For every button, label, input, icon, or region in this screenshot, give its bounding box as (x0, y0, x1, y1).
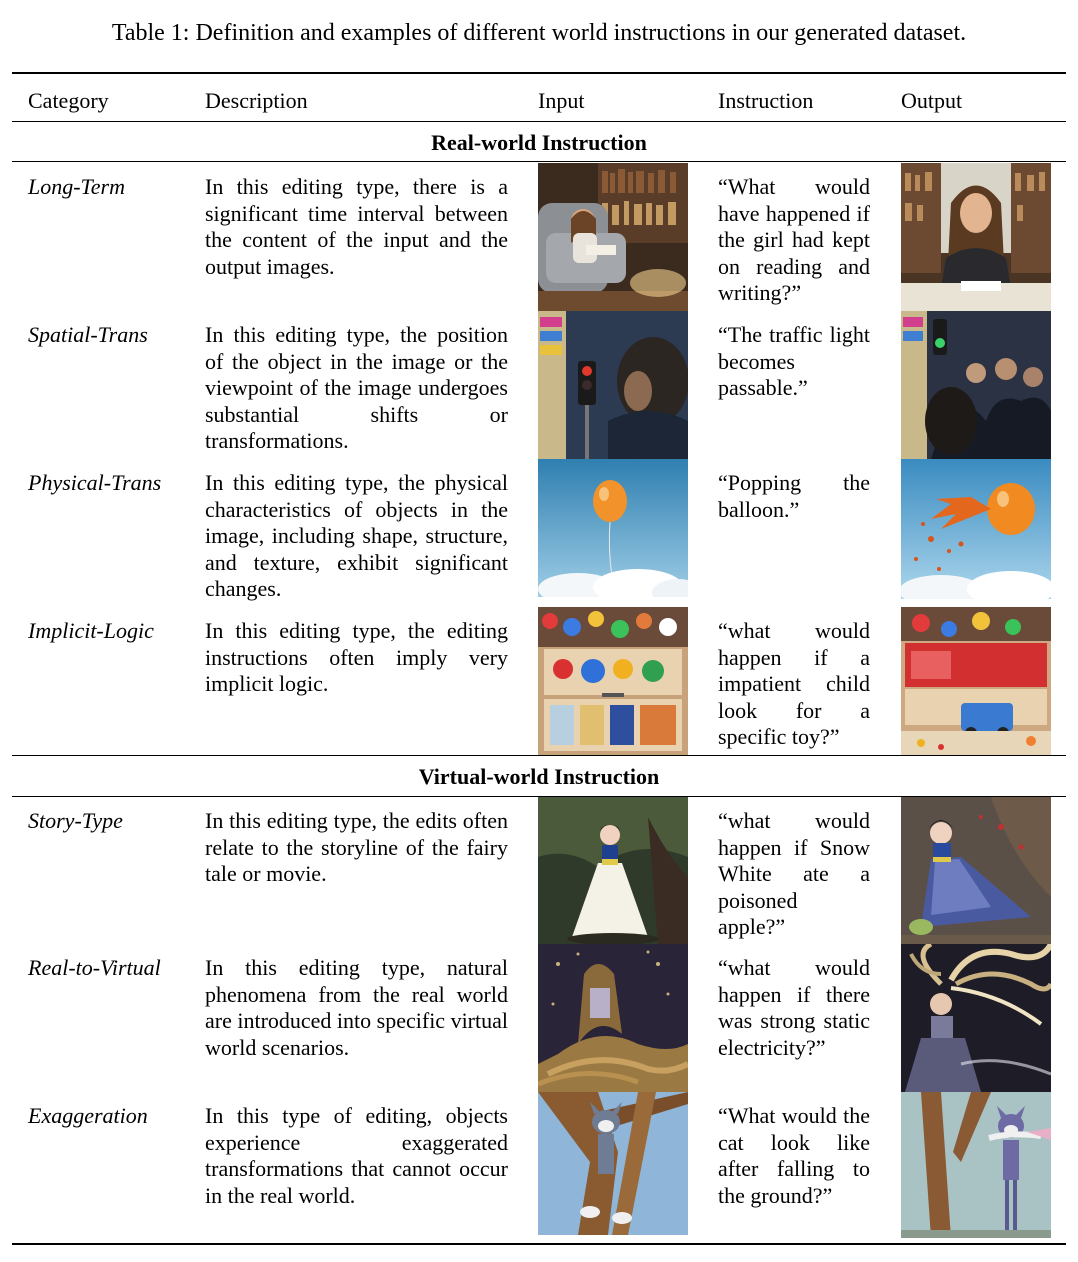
output-image (901, 607, 1051, 755)
row-category: Spatial-Trans (28, 322, 148, 347)
row-instruction: “what would happen if a impatient child look for a specific toy?” (718, 618, 870, 749)
input-image (538, 311, 688, 459)
input-image (538, 163, 688, 311)
row-instruction: “what would happen if there was strong static electricity?” (718, 955, 870, 1060)
row-instruction: “What would have happened if the girl had kept on reading and writing?” (718, 174, 870, 305)
row-description: In this editing type, the physical characteristics of objects in the image, including shape, structure, and texture, exhibit significant changes. (205, 470, 508, 601)
row-category: Story-Type (28, 808, 123, 833)
row-description: In this editing type, the editing instructions often imply very implicit logic. (205, 618, 508, 696)
header-input: Input (538, 88, 585, 113)
row-instruction: “What would the cat look like after falling to the ground?” (718, 1103, 870, 1208)
row-description: In this editing type, the position of the object in the image or the viewpoint of the image undergoes substantial shifts or transformations. (205, 322, 508, 453)
row-instruction: “what would happen if Snow White ate a poisoned apple?” (718, 808, 870, 939)
header-rule (12, 121, 1066, 122)
output-image (901, 797, 1051, 945)
row-instruction: “Popping the balloon.” (718, 470, 870, 522)
row-description: In this editing type, natural phenomena from the real world are introduced into specific virtual world scenarios. (205, 955, 508, 1060)
section-rule (12, 161, 1066, 162)
row-category: Implicit-Logic (28, 618, 154, 643)
input-image (538, 459, 688, 607)
input-image (538, 797, 688, 945)
row-category: Exaggeration (28, 1103, 148, 1128)
row-category: Long-Term (28, 174, 125, 199)
header-output: Output (901, 88, 963, 113)
input-image (538, 944, 688, 1092)
bottom-rule (12, 1243, 1066, 1245)
row-instruction: “The traffic light becomes passable.” (718, 322, 870, 400)
section-divider-rule (12, 755, 1066, 756)
header-category: Category (28, 88, 109, 113)
section-real-world: Real-world Instruction (431, 130, 647, 155)
input-image (538, 607, 688, 755)
output-image (901, 459, 1051, 607)
table-caption: Table 1: Definition and examples of different world instructions in our generated dataset. (111, 20, 967, 46)
top-rule (12, 72, 1066, 74)
row-description: In this editing type, the edits often relate to the storyline of the fairy tale or movie. (205, 808, 508, 886)
row-category: Physical-Trans (28, 470, 162, 495)
output-image (901, 311, 1051, 459)
input-image (538, 1092, 688, 1235)
row-description: In this type of editing, objects experience exaggerated transformations that cannot occur in the real world. (205, 1103, 508, 1208)
output-image (901, 163, 1051, 311)
section-virtual-world: Virtual-world Instruction (418, 764, 660, 789)
row-description: In this editing type, there is a significant time interval between the content of the input and the output images. (205, 174, 508, 279)
output-image (901, 1092, 1051, 1238)
header-instruction: Instruction (718, 88, 814, 113)
output-image (901, 944, 1051, 1092)
row-category: Real-to-Virtual (28, 955, 161, 980)
header-description: Description (205, 88, 308, 113)
